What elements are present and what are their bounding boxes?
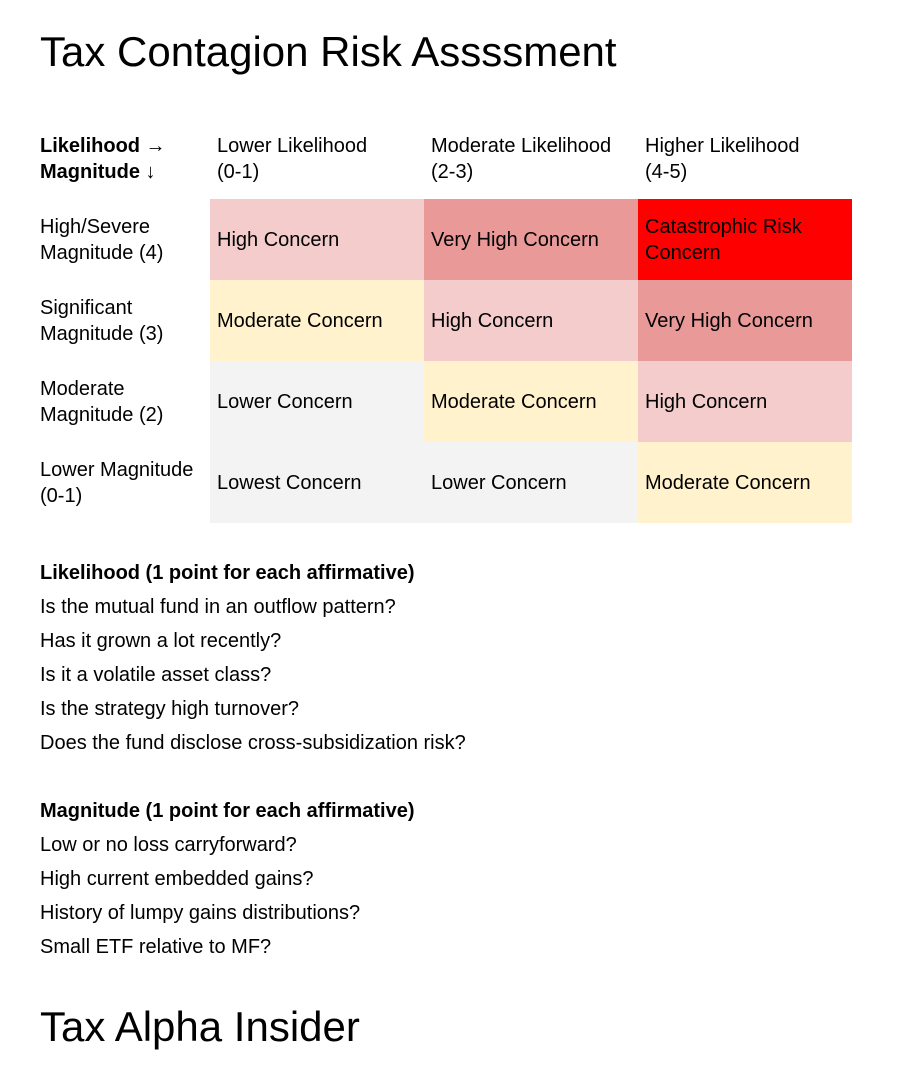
matrix-corner-cell xyxy=(33,130,210,199)
row-header xyxy=(33,361,210,442)
row-header-range: Magnitude (2) xyxy=(40,403,164,426)
column-header-label: Lower Likelihood xyxy=(217,135,368,157)
row-header xyxy=(33,442,210,523)
likelihood-section xyxy=(40,556,466,760)
concern-cell: Very High Concern xyxy=(424,199,638,280)
row-header-range: (0-1) xyxy=(40,484,83,507)
concern-cell: Lower Concern xyxy=(424,442,638,523)
magnitude-heading: Magnitude (1 point for each affirmative) xyxy=(40,800,415,822)
matrix-row-high-severe xyxy=(33,199,852,280)
row-header-label: High/Severe xyxy=(40,215,151,238)
matrix-row-lower xyxy=(33,442,852,523)
row-header-range: Magnitude (3) xyxy=(40,322,164,345)
matrix-header-row xyxy=(33,130,852,199)
magnitude-axis-label: Magnitude ↓ xyxy=(40,161,156,183)
row-header-label: Moderate xyxy=(40,377,125,400)
row-header xyxy=(33,280,210,361)
row-header-label: Significant xyxy=(40,296,133,319)
column-header-moderate-likelihood xyxy=(424,130,638,199)
concern-cell: Moderate Concern xyxy=(638,442,852,523)
row-header-label: Lower Magnitude xyxy=(40,458,194,481)
likelihood-axis-label: Likelihood → xyxy=(40,135,166,157)
likelihood-heading: Likelihood (1 point for each affirmative) xyxy=(40,562,415,584)
footer-brand-title: Tax Alpha Insider xyxy=(40,1003,360,1050)
row-header-range: Magnitude (4) xyxy=(40,241,164,264)
column-header-label: Higher Likelihood xyxy=(645,135,800,157)
magnitude-question: Small ETF relative to MF? xyxy=(40,936,272,958)
concern-cell: Lowest Concern xyxy=(210,442,424,523)
column-header-lower-likelihood xyxy=(210,130,424,199)
likelihood-question: Is it a volatile asset class? xyxy=(40,664,272,686)
magnitude-section xyxy=(40,794,414,964)
column-header-range: (4-5) xyxy=(645,161,688,183)
column-header-label: Moderate Likelihood xyxy=(431,135,612,157)
likelihood-question: Is the strategy high turnover? xyxy=(40,698,300,720)
column-header-range: (0-1) xyxy=(217,161,260,183)
likelihood-question: Has it grown a lot recently? xyxy=(40,630,282,652)
magnitude-question: History of lumpy gains distributions? xyxy=(40,902,361,924)
concern-cell: Moderate Concern xyxy=(210,280,424,361)
likelihood-question: Does the fund disclose cross-subsidization risk? xyxy=(40,732,466,754)
risk-matrix xyxy=(33,130,852,523)
row-header xyxy=(33,199,210,280)
likelihood-question: Is the mutual fund in an outflow pattern? xyxy=(40,596,396,618)
concern-cell: Lower Concern xyxy=(210,361,424,442)
matrix-row-significant xyxy=(33,280,852,361)
magnitude-question: Low or no loss carryforward? xyxy=(40,834,297,856)
concern-cell: High Concern xyxy=(210,199,424,280)
concern-cell: Very High Concern xyxy=(638,280,852,361)
concern-cell: High Concern xyxy=(424,280,638,361)
concern-cell: High Concern xyxy=(638,361,852,442)
matrix-row-moderate xyxy=(33,361,852,442)
page-title: Tax Contagion Risk Assssment xyxy=(40,28,617,75)
column-header-higher-likelihood xyxy=(638,130,852,199)
concern-cell: Moderate Concern xyxy=(424,361,638,442)
concern-cell: Catastrophic Risk Concern xyxy=(638,199,852,280)
column-header-range: (2-3) xyxy=(431,161,474,183)
magnitude-question: High current embedded gains? xyxy=(40,868,314,890)
